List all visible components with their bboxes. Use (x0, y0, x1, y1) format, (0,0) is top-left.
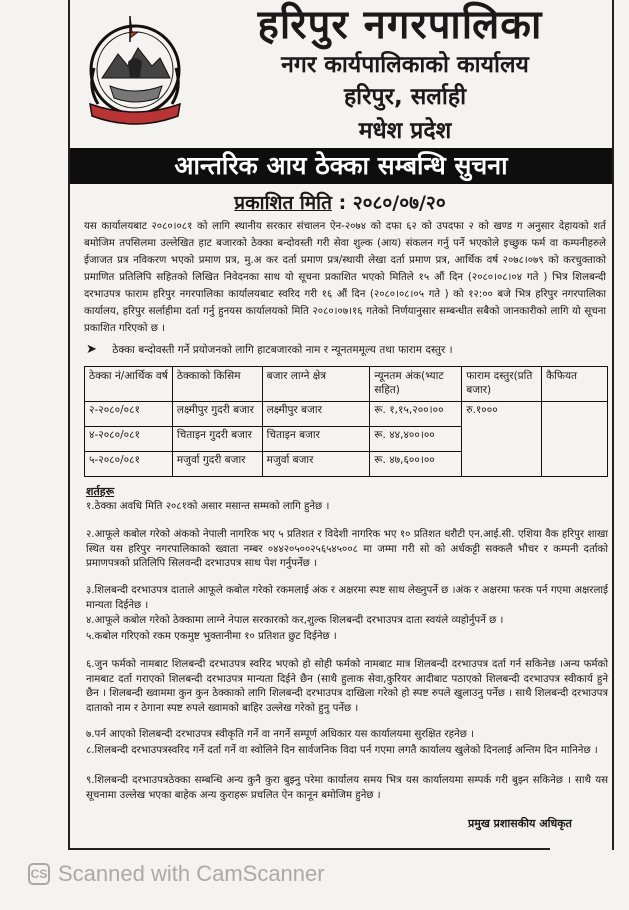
form-fee: रु.१००० (462, 402, 542, 477)
table-header-cell: न्यूनतम अंक(भ्याट सहित) (370, 367, 462, 402)
municipality-title: हरिपुर नगरपालिका (257, 1, 543, 48)
signature-title: प्रमुख प्रशासकीय अधिकृत (468, 817, 572, 830)
remarks (542, 402, 608, 477)
table-header-cell: ठेक्काको किसिम (172, 367, 262, 402)
market-area: मजुर्वा बजार (262, 452, 370, 477)
camscanner-logo-icon: CS (28, 863, 50, 885)
minimum-amount: रू. १,१५,२००।०० (370, 402, 462, 427)
term-item: ७.पर्न आएको शिलबन्दी दरभाउपत्र स्वीकृति गर्ने वा नगर्ने सम्पूर्ण अधिकार यस कार्यालयमा सुरक्षित रहनेछ । (86, 729, 474, 740)
contract-number: ४-२०८०/०८१ (85, 427, 173, 452)
table-header-cell: बजार लाग्ने क्षेत्र (262, 367, 370, 402)
contract-number: ५-२०८०/०८१ (85, 452, 173, 477)
nepal-emblem-icon (80, 8, 190, 136)
office-name: नगर कार्यपालिकाको कार्यालय (281, 52, 529, 78)
table-header-cell: ठेक्का नं/आर्थिक वर्ष (85, 367, 173, 402)
term-item: १.ठेक्का अवधि मिति २०८१को असार मसान्त सम्मको लागि हुनेछ । (86, 501, 330, 512)
minimum-amount: रू. ४४,४००।०० (370, 427, 462, 452)
table-header-row (85, 367, 608, 402)
published-date-value: : २०८०/०७/२० (338, 192, 446, 214)
contract-type: मजुर्वा गुदरी बजार (172, 452, 262, 477)
intro-paragraph: यस कार्यालयबाट २०८०।०८१ को लागि स्थानीय सरकार संचालन ऐन-२०७४ को दफा ६२ को उपदफा २ को खण्ड ग अनुसार देहायको शर्त बमोजिम तपसिलमा उल्लेखित हाट बजारको ठेक्का बन्दोवस्ती गरी सेवा शुल्क (आय) संकलन गर्नु पर्ने भएकोले इच्छुक फर्म वा कम्पनीहरुले ईजाजत प्रत्र नविकरण भएको प्रमाण प्रत्र, मु.अ कर दर्ता प्रमाण प्रत्र/स्थायी लेखा दर्ता प्रमाण प्रत्र, आर्थिक वर्ष २०७८।०७९ को करचुक्ताको प्रमाणित प्रतिलिपि सहितको लिखित निवेदनका साथ यो सूचना प्रकाशित भएको मितिले १५ औं दिन (२०८०।०८।०४ गते ) भित्र शिलबन्दी दरभाउपत्र फाराम हरिपुर नगरपालिका कार्यालयबाट स्वरिद गरी १६ औं दिन (२०८०।०८।०५ गते ) को १२:०० बजे भित्र हरिपुर नगरपालिका कार्यालय, हरिपुर सर्लाहीमा दर्ता गर्नु हुनयस कार्यालयको मिति २०८०।०७।१६ गतेको निर्णयानुसार सम्बन्धीत सबैको जानकारीको लागि यो सूचना प्रकाशित गरिएको छ । (84, 221, 606, 334)
contract-number: २-२०८०/०८१ (85, 402, 173, 427)
notice-banner: आन्तरिक आय ठेक्का सम्बन्धि सुचना (70, 148, 612, 184)
term-item: ५.कबोल गरिएको रकम एकमुष्ट भुक्तानीमा १० प्रतिशत छुट दिईनेछ । (86, 631, 337, 642)
contract-type: चिताइन गुदरी बजार (172, 427, 262, 452)
term-item: ९.शिलबन्दी दरभाउपत्रठेक्का सम्बन्धि अन्य कुनै कुरा बुझ्नु परेमा कार्यालय समय भित्र यस कार्यालयमा सम्पर्क गरी बुझ्न सकिनेछ । साथै यस सूचनामा उल्लेख भएका बाहेक अन्य कुराहरू प्रचलित ऐन कानून बमोजिम हुनेछ । (86, 775, 608, 801)
term-item: ६.जुन फर्मको नामबाट शिलबन्दी दरभाउपत्र स्वरिद भएको हो सोही फर्मको नामबाट मात्र शिलबन्दी दरभाउपत्र दर्ता गर्न सकिनेछ ।अन्य फर्मको नामबाट दर्ता गराएको शिलबन्दी दरभाउपत्र मान्यता दिईने छैन (साथै हुलाक सेवा,कुरियर आदीबाट पठाएको शिलबन्दी दरभाउपत्र स्वीकार्य हुने छैन । शिलबन्दी ख्वाममा कुन कुन ठेक्काको लागि शिलबन्दी दरभाउपत्र दाखिला गरेको हो स्पष्ट रुपले खुलाउनु पर्नेछ । साथै शिलबन्दी दरभाउपत्र दाताको नाम र ठेगाना स्पष्ट रुपले ख्वामको बाहिर उल्लेख गरेको हुनु पर्नेछ । (86, 659, 608, 714)
camscanner-watermark (28, 862, 325, 886)
minimum-amount: रू. ४७,६००।०० (370, 452, 462, 477)
page-border-left (68, 0, 70, 850)
arrow-bullet-icon: ➤ (86, 342, 97, 357)
contract-type: लक्ष्मीपुर गुदरी बजार (172, 402, 262, 427)
term-item: ८.शिलबन्दी दरभाउपत्रस्वरिद गर्ने दर्ता गर्ने वा स्वोलिने दिन सार्वजनिक विदा पर्न गएमा लगतै कार्यालय खुलेको दिनलाई अन्तिम दिन मानिनेछ । (86, 745, 598, 756)
office-location: हरिपुर, सर्लाही (343, 84, 467, 110)
table-row (85, 402, 608, 427)
list-intro (86, 342, 606, 358)
term-item: ४.आफूले कबोल गरेको ठेक्कामा लाग्ने नेपाल सरकारको कर,शुल्क शिलबन्दी दरभाउपत्र दाता स्वयंले व्यहोर्नुपर्ने छ । (86, 615, 504, 626)
province-name: मधेश प्रदेश (358, 118, 452, 144)
published-date (140, 190, 540, 216)
table-header-cell: फाराम दस्तुर(प्रति बजार) (462, 367, 542, 402)
list-intro-text: ठेक्का बन्दोवस्ती गर्ने प्रयोजनको लागि हाटबजारको नाम र न्यूनतममूल्य तथा फाराम दस्तुर । (112, 344, 453, 356)
contract-table (84, 366, 608, 477)
table-header-cell: कैफियत (542, 367, 608, 402)
term-item: ३.शिलबन्दी दरभाउपत्र दाताले आफूले कबोल गरेको रकमलाई अंक र अक्षरमा स्पष्ट साथ लेख्नुपर्ने छ ।अंक र अक्षरमा फरक पर्न गएमा अक्षरलाई मान्यता दिईनेछ । (86, 585, 608, 611)
published-date-label: प्रकाशित मिति (234, 192, 332, 214)
footer-rule (70, 848, 550, 850)
market-area: लक्ष्मीपुर बजार (262, 402, 370, 427)
page-border-right (612, 0, 614, 850)
term-item: २.आफूले कबोल गरेको अंकको नेपाली नागरिक भए ५ प्रतिशत र विदेशी नागरिक भए १० प्रतिशत धरौटी एन.आई.सी. एशिया वैक हरिपुर शाखा स्थित यस हरिपुर नगरपालिकाको ख्वाता नम्बर ०४४२०५००२५६५४५००८ मा जम्मा गरी सो को अर्धकट्टी सक्कलै भौचर र कम्पनी दर्ताको प्रमाणपत्रको प्रतिलिपि सिलवन्दी दरभाउपत्र साथ पेश गर्नुपर्नेछ । (86, 529, 608, 569)
terms-heading: शर्तहरू (86, 485, 115, 498)
market-area: चिताइन बजार (262, 427, 370, 452)
camscanner-text: Scanned with CamScanner (58, 861, 325, 886)
